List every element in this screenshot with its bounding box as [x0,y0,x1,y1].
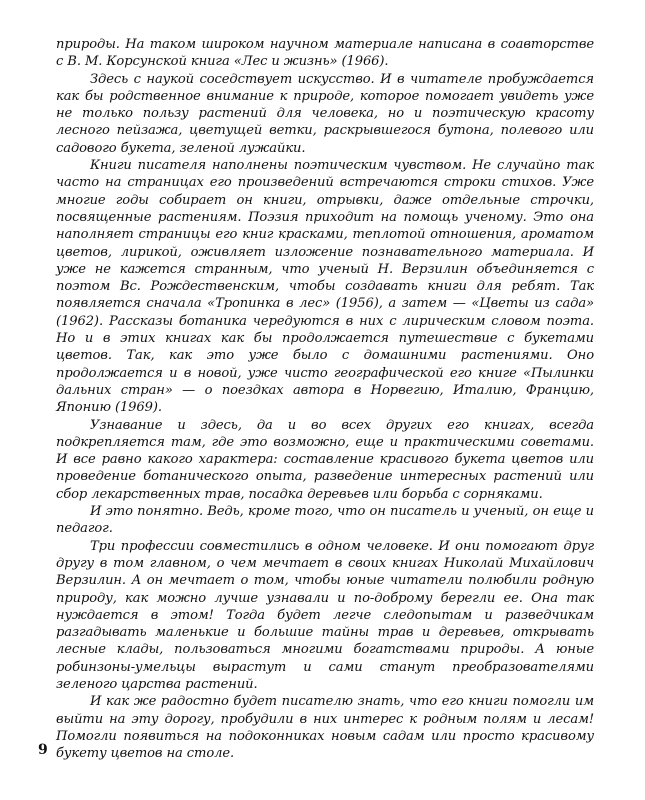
paragraph-poetic-feeling: Книги писателя наполнены поэтическим чувством. Не случайно так часто на страницах его произведений встречаются строки стихов. Уже многие годы собирает он книги, отрывки, даже отдельные строчки, посвященные растениям. Поэзия приходит на помощь ученому. Это она наполняет страницы его книг красками, теплотой отношения, ароматом цветов, лирикой, оживляет изложение познавательного материала. И уже не кажется странным, что ученый Н. Верзилин объединяется с поэтом Вс. Рождественским, чтобы создавать книги для ребят. Так появляется сначала «Тропинка в лес» (1956), а затем — «Цветы из сада» (1962). Рассказы ботаника чередуются в них с лирическим словом поэта. Но и в этих книгах как бы продолжается путешествие с букетами цветов. Так, как это уже было с домашними растениями. Оно продолжается и в новой, уже чисто географической его книге «Пылинки дальних стран» — о поездках автора в Норвегию, Италию, Францию, Японию (1969). [56,158,594,416]
paragraph-closing: И как же радостно будет писателю знать, что его книги помогли им выйти на эту дорогу, пробудили в них интерес к родным полям и лесам! Помогли появиться на подоконниках новым садам или просто красивому букету цветов на столе. [56,694,594,762]
paragraph-teacher: И это понятно. Ведь, кроме того, что он писатель и ученый, он еще и педагог. [56,504,594,537]
paragraph-continuation: природы. На таком широком научном материале написана в соавторстве с В. М. Корсунской книга «Лес и жизнь» (1966). [56,37,594,70]
paragraph-three-professions: Три профессии совместились в одном человеке. И они помогают друг другу в том главном, о чем мечтает в своих книгах Николай Михайлович Верзилин. А он мечтает о том, чтобы юные читатели полюбили родную природу, как можно лучше узнавали и по-доброму берегли ее. Она так нуждается в этом! Тогда будет легче следопытам и разведчикам разгадывать маленькие и большие тайны трав и деревьев, открывать лесные клады, пользоваться многими богатствами природы. А юные робинзоны-умельцы вырастут и сами станут преобразователями зеленого царства растений. [56,538,594,692]
body-text [56,36,594,762]
paragraph-practical-advice: Узнавание и здесь, да и во всех других его книгах, всегда подкрепляется там, где это возможно, еще и практическими советами. И все равно какого характера: составление красивого букета цветов или проведение ботанического опыта, разведение интересных растений или сбор лекарственных трав, посадка деревьев или борьба с сорняками. [56,417,594,502]
page-number: 9 [38,742,48,758]
paragraph-science-and-art: Здесь с наукой соседствует искусство. И в читателе пробуждается как бы родственное внимание к природе, которое помогает увидеть уже не только пользу растений для человека, но и поэтическую красоту лесного пейзажа, цветущей ветки, раскрывшегося бутона, полевого или садового букета, зеленой лужайки. [56,71,594,156]
